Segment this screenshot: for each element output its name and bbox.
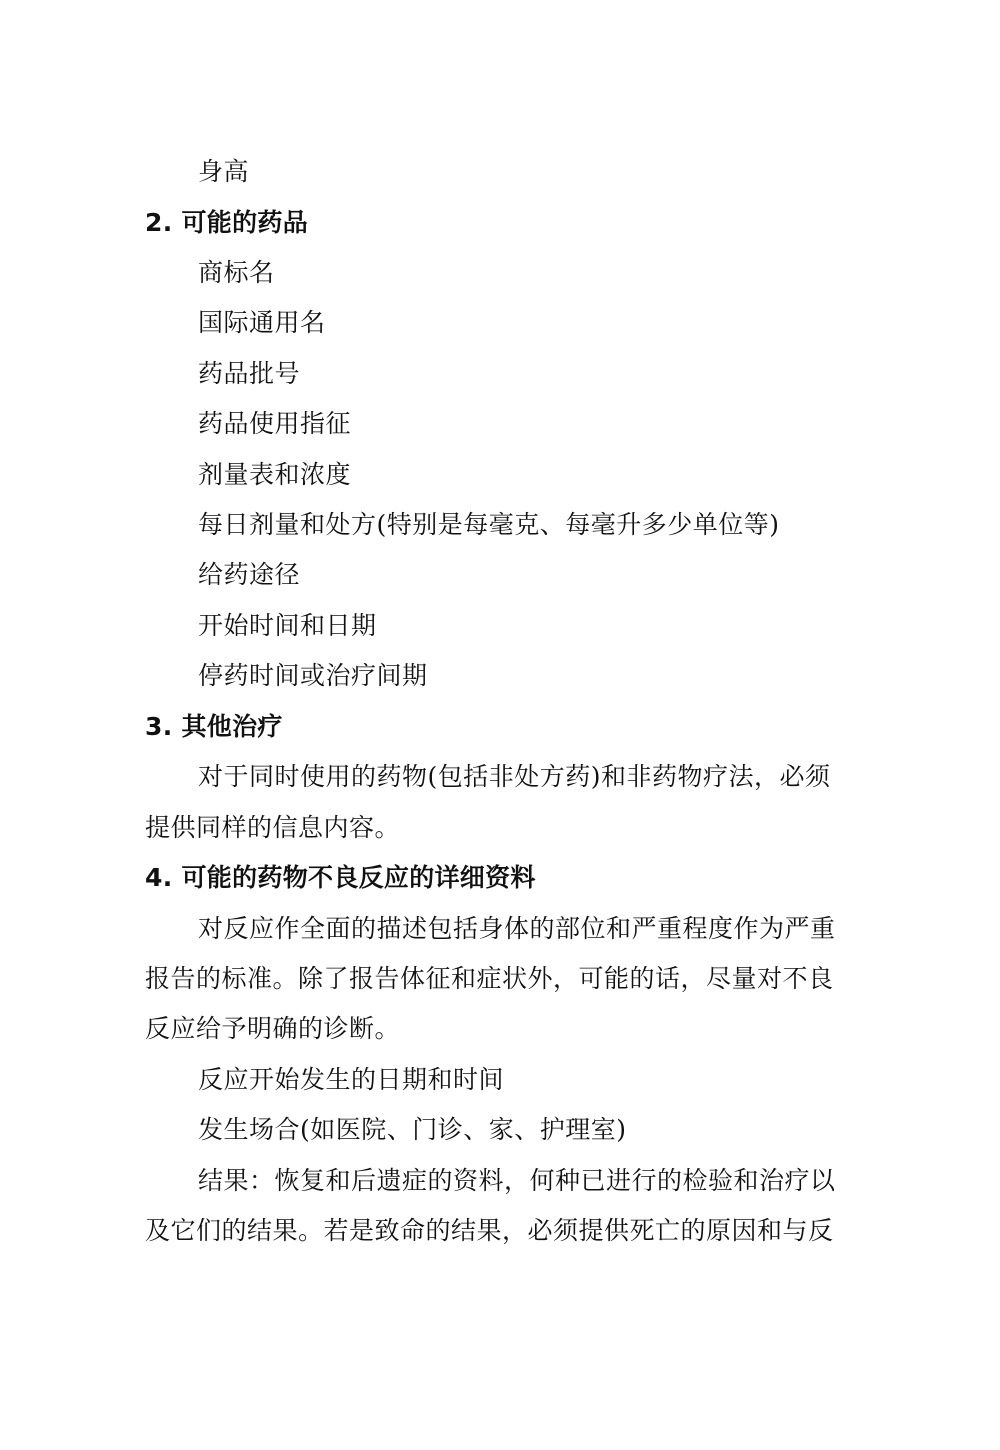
list-item: 每日剂量和处方(特别是每毫克、每毫升多少单位等) — [198, 510, 780, 539]
list-item: 剂量表和浓度 — [198, 460, 352, 489]
paragraph-line: 对于同时使用的药物(包括非处方药)和非药物疗法，必须 — [198, 762, 831, 791]
text-line: 身高 — [198, 157, 250, 186]
list-item: 反应开始发生的日期和时间 — [198, 1065, 505, 1094]
list-item: 停药时间或治疗间期 — [198, 661, 428, 690]
paragraph-line: 结果：恢复和后遗症的资料，何种已进行的检验和治疗以 — [198, 1166, 836, 1195]
paragraph-line: 报告的标准。除了报告体征和症状外，可能的话，尽量对不良 — [145, 964, 834, 993]
list-item: 开始时间和日期 — [198, 611, 377, 640]
list-item: 药品批号 — [198, 359, 301, 388]
section-heading: 3. 其他治疗 — [145, 712, 283, 741]
list-item: 商标名 — [198, 258, 275, 287]
paragraph-line: 反应给予明确的诊断。 — [145, 1014, 401, 1043]
paragraph-line: 对反应作全面的描述包括身体的部位和严重程度作为严重 — [198, 914, 836, 943]
section-heading: 4. 可能的药物不良反应的详细资料 — [145, 863, 536, 892]
paragraph-line: 及它们的结果。若是致命的结果，必须提供死亡的原因和与反 — [145, 1216, 834, 1245]
list-item: 药品使用指征 — [198, 409, 352, 438]
list-item: 给药途径 — [198, 560, 301, 589]
list-item: 发生场合(如医院、门诊、家、护理室) — [198, 1115, 627, 1144]
section-heading: 2. 可能的药品 — [145, 208, 308, 237]
paragraph-line: 提供同样的信息内容。 — [145, 813, 401, 842]
list-item: 国际通用名 — [198, 308, 326, 337]
